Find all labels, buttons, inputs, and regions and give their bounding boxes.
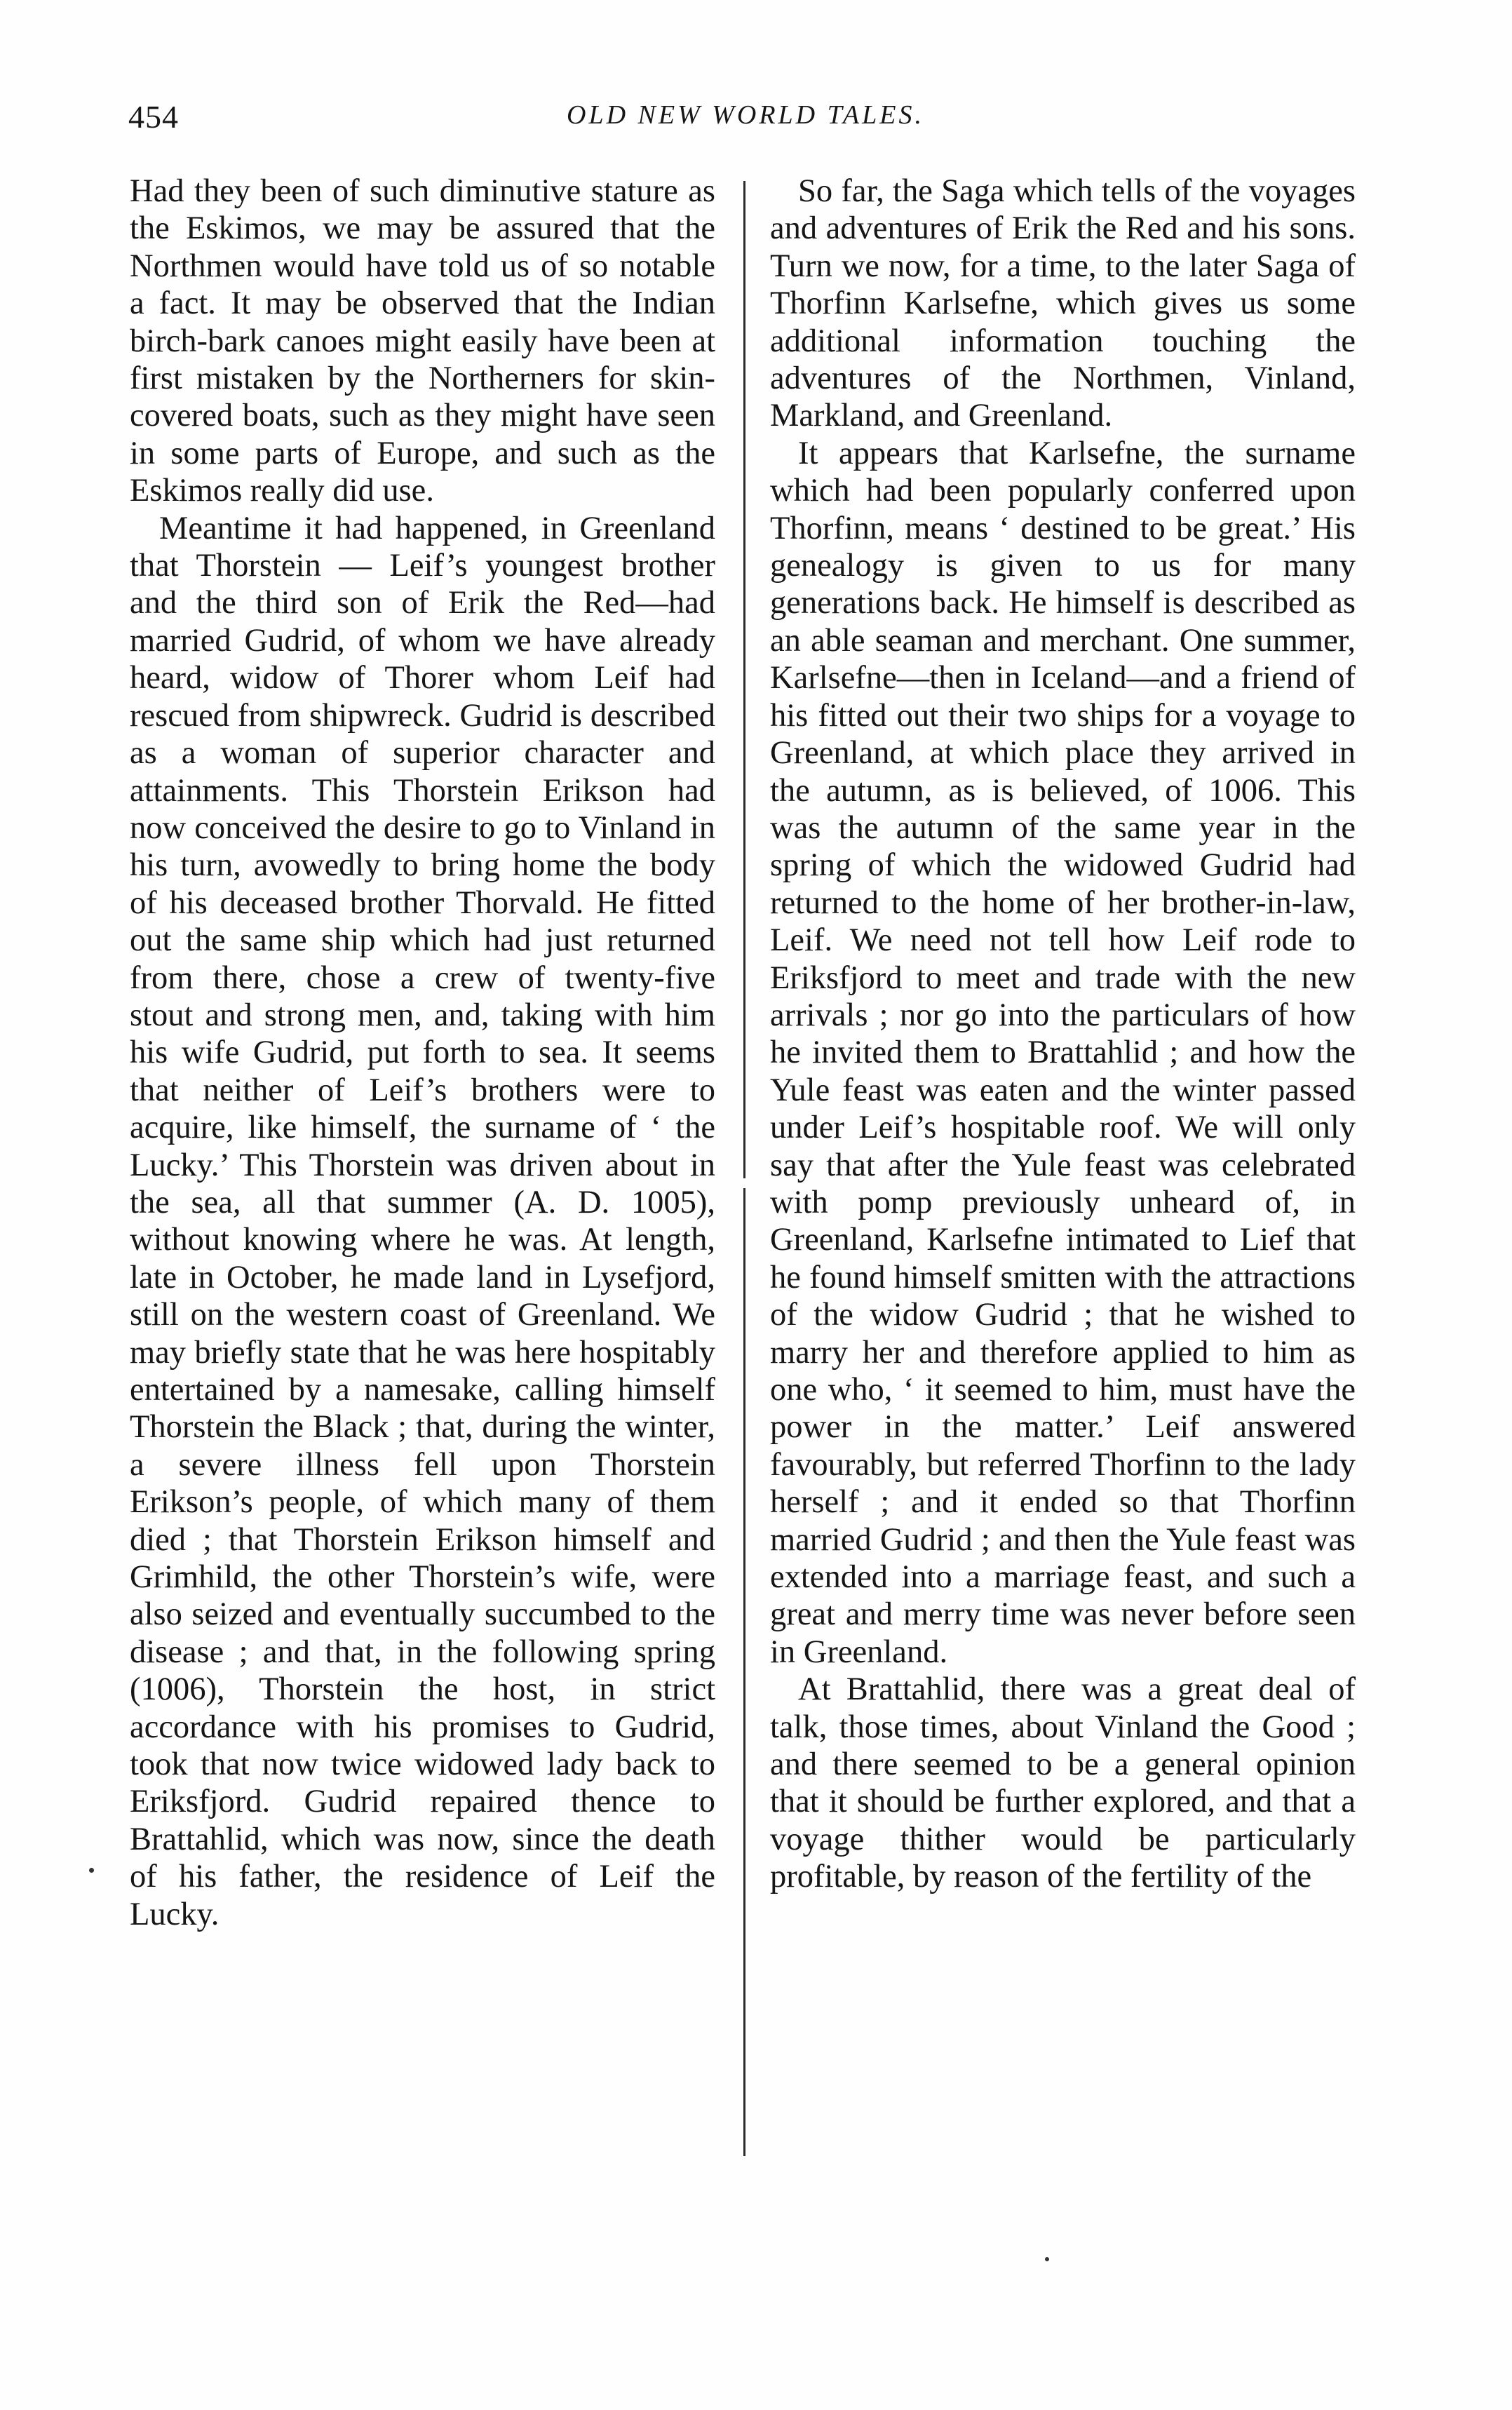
- right-paragraph-1: So far, the Saga which tells of the voyages and adventures of Erik the Red and his sons. Turn we now, for a time, to the later Saga of Thorfinn Karlsefne, which gives us some additional information touching the adventures of the Northmen, Vinland, Markland, and Greenland.: [770, 173, 1356, 434]
- right-paragraph-2: It appears that Karlsefne, the surname which had been popularly conferred upon Thorfinn, means ‘ destined to be great.’ His genealogy is given to us for many generations back. He himself is described as an able seaman and merchant. One summer, Karlsefne—then in Iceland—and a friend of his fitted out their two ships for a voyage to Greenland, at which place they arrived in the autumn, as is believed, of 1006. This was the autumn of the same year in the spring of which the widowed Gudrid had returned to the home of her brother-in-law, Leif. We need not tell how Leif rode to Eriksfjord to meet and trade with the new arrivals ; nor go into the particulars of how he invited them to Brattahlid ; and how the Yule feast was eaten and the winter passed under Leif’s hospitable roof. We will only say that after the Yule feast was celebrated with pomp previously unheard of, in Greenland, Karlsefne intimated to Lief that he found himself smitten with the attractions of the widow Gudrid ; that he wished to marry her and therefore applied to him as one who, ‘ it seemed to him, must have the power in the matter.’ Leif answered favourably, but referred Thorfinn to the lady herself ; and it ended so that Thorfinn married Gudrid ; and then the Yule feast was extended into a marriage feast, and such a great and merry time was never before seen in Greenland.: [770, 435, 1356, 1670]
- left-paragraph-2: Meantime it had happened, in Greenland that Thorstein — Leif’s youngest brother and the third son of Erik the Red—had married Gudrid, of whom we have already heard, widow of Thorer whom Leif had rescued from shipwreck. Gudrid is described as a woman of superior character and attainments. This Thorstein Erikson had now conceived the desire to go to Vinland in his turn, avowedly to bring home the body of his deceased brother Thorvald. He fitted out the same ship which had just returned from there, chose a crew of twenty-five stout and strong men, and, taking with him his wife Gudrid, put forth to sea. It seems that neither of Leif’s brothers were to acquire, like himself, the surname of ‘ the Lucky.’ This Thorstein was driven about in the sea, all that summer (A. D. 1005), without knowing where he was. At length, late in October, he made land in Lysefjord, still on the western coast of Greenland. We may briefly state that he was here hospitably entertained by a namesake, calling himself Thorstein the Black ; that, during the winter, a severe illness fell upon Thorstein Erikson’s people, of which many of them died ; that Thorstein Erikson himself and Grimhild, the other Thorstein’s wife, were also seized and eventually succumbed to the disease ; and that, in the following spring (1006), Thorstein the host, in strict accordance with his promises to Gudrid, took that now twice widowed lady back to Eriksfjord. Gudrid repaired thence to Brattahlid, which was now, since the death of his father, the residence of Leif the Lucky.: [130, 510, 715, 1932]
- running-title: OLD NEW WORLD TALES.: [567, 100, 924, 130]
- running-head: [128, 98, 1363, 140]
- ink-speck: [1045, 2257, 1049, 2261]
- column-divider-gap: [743, 1178, 745, 1188]
- left-paragraph-1: Had they been of such diminutive stature as the Eskimos, we may be assured that the Northmen would have told us of so notable a fact. It may be observed that the Indian birch-bark canoes might easily have been at first mistaken by the Northerners for skin-covered boats, such as they might have seen in some parts of Europe, and such as the Eskimos really did use.: [130, 173, 715, 509]
- right-column: [770, 173, 1356, 1896]
- ink-speck: [89, 1868, 94, 1873]
- column-divider: [743, 181, 745, 2156]
- left-column: [130, 173, 715, 1933]
- right-paragraph-3: At Brattahlid, there was a great deal of talk, those times, about Vinland the Good ; and there seemed to be a general opinion that it should be further explored, and that a voyage thither would be particularly profitable, by reason of the fertility of the: [770, 1671, 1356, 1895]
- page-number: 454: [128, 99, 179, 135]
